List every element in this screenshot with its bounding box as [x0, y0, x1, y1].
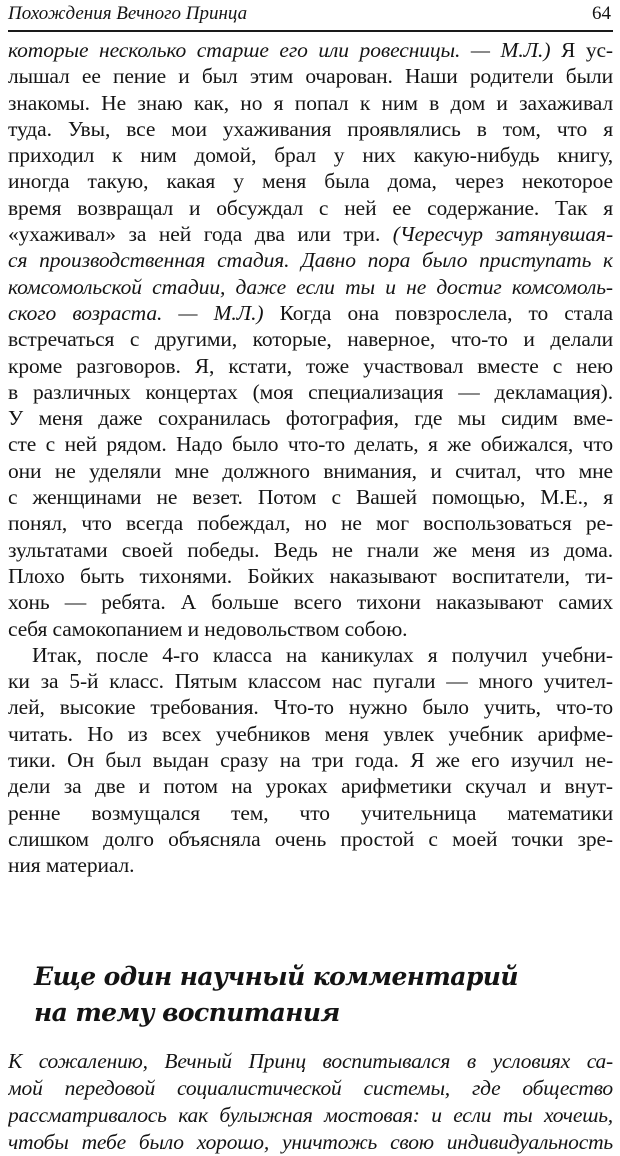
- text-segment: Итак, после 4-го класса на каникулах я получил учебни-: [32, 642, 613, 667]
- text-line: [8, 63, 613, 89]
- text-line: [8, 563, 613, 589]
- text-segment: время возвращал и обсуждал с ней ее содержание. Так я: [8, 195, 613, 220]
- italic-text-segment: (Чересчур затянувшая-: [392, 222, 613, 247]
- text-segment: лей, высокие требования. Что-то нужно было учить, что-то: [8, 695, 613, 720]
- text-segment: тики. Он был выдан сразу на три года. Я же его изучил не-: [8, 748, 613, 773]
- text-line: [8, 168, 613, 194]
- comment-line: рассматривалось как булыжная мостовая: и если ты хочешь,: [8, 1102, 613, 1127]
- text-line: [8, 142, 613, 168]
- text-line: [8, 300, 613, 326]
- body-text: [8, 37, 613, 879]
- text-segment: туда. Увы, все мои ухаживания проявлялись в том, что я: [8, 116, 613, 141]
- text-line: [8, 642, 613, 668]
- text-line: [8, 852, 613, 878]
- text-segment: дели за две и потом на уроках арифметики скучал и внут-: [8, 774, 613, 799]
- text-segment: Я ус-: [550, 38, 613, 62]
- section-heading-line: Еще один научный комментарий: [34, 961, 518, 991]
- italic-text-segment: которые несколько старше его или ровесницы. — М.Л.): [8, 38, 551, 62]
- running-title: Похождения Вечного Принца: [8, 3, 248, 24]
- text-segment: хонь — ребята. А больше всего тихони наказывают самих: [8, 590, 613, 615]
- text-line: [8, 37, 613, 63]
- text-segment: иногда такую, какая у меня была дома, через некоторое: [8, 169, 613, 194]
- text-line: [8, 195, 613, 221]
- text-line: [8, 90, 613, 116]
- text-segment: понял, что всегда побеждал, но не мог воспользоваться ре-: [8, 511, 613, 536]
- text-line: [8, 694, 613, 720]
- text-segment: ки за 5-й класс. Пятым классом нас пугали — много учител-: [8, 669, 613, 694]
- comment-line: чтобы тебе было хорошо, уничтожь свою индивидуальность: [8, 1129, 613, 1154]
- text-segment: они не уделяли мне должного внимания, и считал, что мне: [8, 458, 613, 483]
- text-line: [8, 826, 613, 852]
- text-segment: Плохо быть тихонями. Бойких наказывают воспитатели, ти-: [8, 563, 613, 588]
- page-header: [8, 0, 613, 32]
- text-segment: с женщинами не везет. Потом с Вашей помощью, М.Е., я: [8, 485, 613, 510]
- text-line: [8, 405, 613, 431]
- text-line: [8, 116, 613, 142]
- text-line: [8, 616, 613, 642]
- text-line: [8, 326, 613, 352]
- text-segment: читать. Но из всех учебников меня увлек учебник арифме-: [8, 721, 613, 746]
- text-line: [8, 773, 613, 799]
- section-spacer: [8, 879, 613, 959]
- text-segment: ренне возмущался тем, что учительница математики: [8, 800, 613, 825]
- text-line: [8, 800, 613, 826]
- comment-line: мой передовой социалистической системы, где общество: [8, 1075, 613, 1100]
- text-line: [8, 747, 613, 773]
- text-line: [8, 247, 613, 273]
- text-segment: ния материал.: [8, 853, 135, 878]
- text-segment: лышал ее пение и был этим очарован. Наши родители были: [8, 64, 613, 89]
- text-line: [8, 484, 613, 510]
- text-line: [8, 379, 613, 405]
- page-number: 64: [592, 3, 611, 24]
- text-segment: кроме разговоров. Я, кстати, тоже участвовал вместе с нею: [8, 353, 613, 378]
- text-segment: знакомы. Не знаю как, но я попал к ним в дом и захаживал: [8, 90, 613, 115]
- text-line: [8, 668, 613, 694]
- comment-line: К сожалению, Вечный Принц воспитывался в условиях са-: [8, 1048, 613, 1073]
- text-segment: слишком долго объясняла очень простой с моей точки зре-: [8, 826, 613, 851]
- text-line: [8, 431, 613, 457]
- text-line: [8, 537, 613, 563]
- text-segment: в различных концертах (моя специализация — декламация).: [8, 379, 613, 404]
- text-segment: встречаться с другими, которые, наверное, что-то и делали: [8, 327, 613, 352]
- text-segment: сте с ней рядом. Надо было что-то делать, я же обижался, что: [8, 432, 613, 457]
- text-segment: «ухаживал» за ней года два или три.: [8, 222, 393, 247]
- italic-text-segment: комсомольской стадии, даже если ты и не достиг комсомоль-: [8, 274, 613, 299]
- text-segment: себя самокопанием и недовольством собою.: [8, 616, 408, 641]
- text-line: [8, 353, 613, 379]
- text-line: [8, 221, 613, 247]
- section-heading: [8, 959, 613, 1031]
- text-line: [8, 721, 613, 747]
- text-line: [8, 274, 613, 300]
- section-heading-line: на тему воспитания: [34, 997, 340, 1027]
- text-line: [8, 458, 613, 484]
- text-line: [8, 589, 613, 615]
- text-line: [8, 510, 613, 536]
- text-segment: зультатами своей победы. Ведь не гнали же меня из дома.: [8, 537, 613, 562]
- italic-text-segment: ся производственная стадия. Давно пора было приступать к: [8, 248, 613, 273]
- text-segment: Когда она повзрослела, то стала: [263, 300, 613, 325]
- text-segment: У меня даже сохранилась фотография, где мы сидим вме-: [8, 406, 613, 431]
- italic-text-segment: ского возраста. — М.Л.): [8, 300, 264, 325]
- text-segment: приходил к ним домой, брал у них какую-нибудь книгу,: [8, 143, 613, 168]
